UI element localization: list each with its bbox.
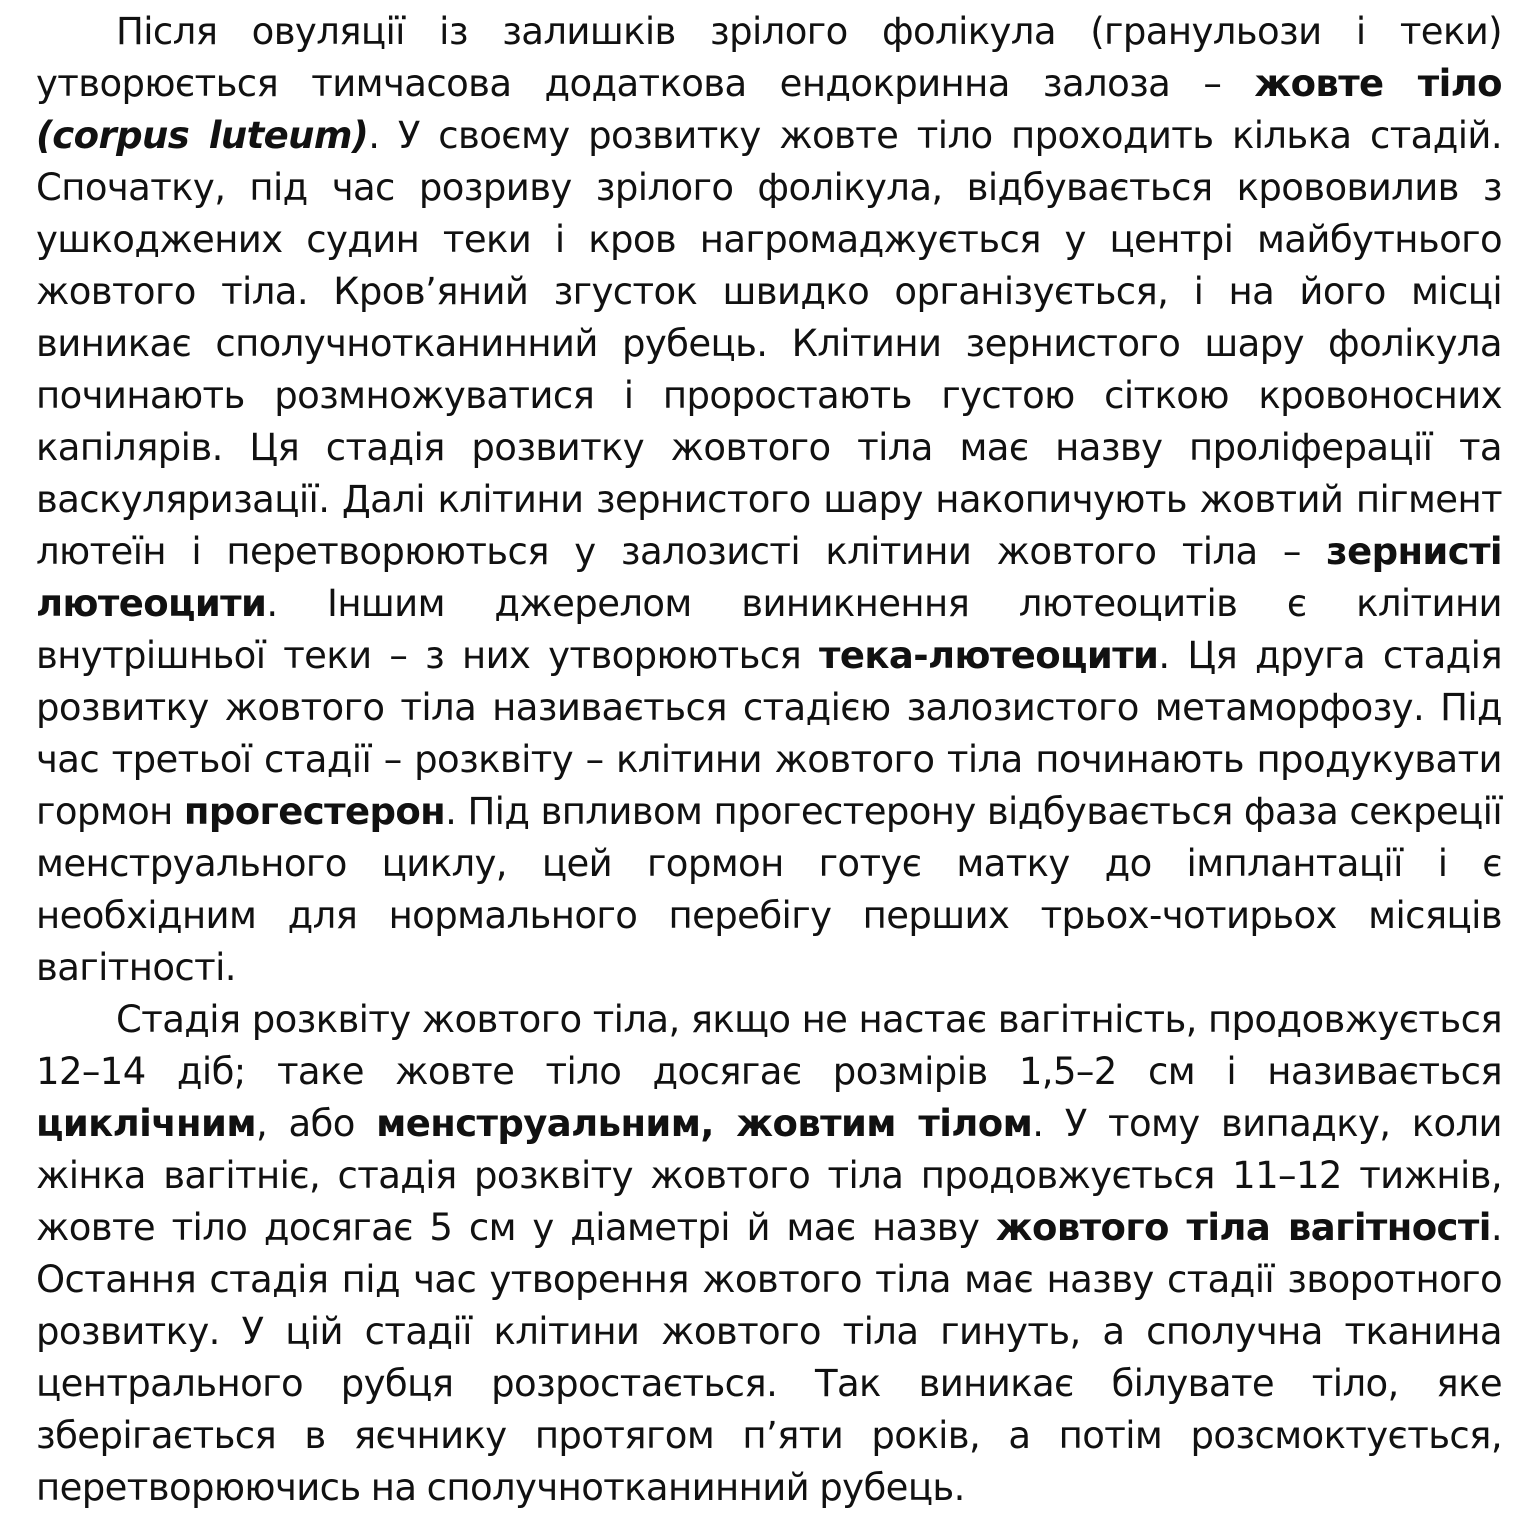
term-theca-luteocytes: тека-лютеоцити [819, 634, 1159, 677]
text-run: . У своєму розвитку жовте тіло проходить кілька стадій. Спочатку, під час розриву зрілого фолікула, відбувається крововилив з ушкоджених судин теки і кров нагромаджується у центрі майбутнього жовтого тіла. Кров’яний згусток швидко організується, і на його місці виникає сполучнотканинний рубець. Клітини зернистого шару фолікула починають розмножуватися і проростають густою сіткою кровоносних капілярів. Ця стадія розвитку жовтого тіла має назву проліферації та васкуляризації. Далі клітини зернистого шару накопичують жовтий пігмент лютеїн і перетворюються у залозисті клітини жовтого тіла – [36, 114, 1502, 573]
paragraph-corpus-luteum-development [36, 6, 1502, 994]
term-progesterone: прогестерон [183, 790, 446, 833]
text-run: . Під впливом прогестерону відбувається фаза секреції менструального циклу, цей гормон готує матку до імплантації і є необхідним для нормального перебігу перших трьох-чотирьох місяців вагітності. [36, 790, 1502, 989]
text-run: . Ця друга стадія розвитку жовтого тіла називається стадією залозистого метаморфозу. Під час третьої стадії – розквіту – клітини жовтого тіла починають продукувати гормон [36, 634, 1502, 833]
term-granulosa-luteocytes: зернисті лютеоцити [36, 530, 1502, 625]
paragraph-corpus-luteum-types [36, 994, 1502, 1514]
text-run: Після овуляції із залишків зрілого фолікула (гранульози і теки) утворюється тимчасова додаткова ендокринна залоза – [36, 10, 1502, 105]
term-corpus-luteum-of-pregnancy: жовтого тіла вагітності [995, 1206, 1491, 1249]
text-page [36, 6, 1502, 1514]
text-run: , або [255, 1102, 377, 1145]
text-run: . Іншим джерелом виникнення лютеоцитів є клітини внутрішньої теки – з них утворюються [36, 582, 1502, 677]
term-corpus-luteum: жовте тіло [1254, 62, 1502, 105]
term-menstrual-corpus-luteum: менструальним, жовтим тілом [376, 1102, 1033, 1145]
text-run: Стадія розквіту жовтого тіла, якщо не настає вагітність, продовжується 12–14 діб; таке жовте тіло досягає розмірів 1,5–2 см і називається [36, 998, 1502, 1093]
term-cyclic: циклічним [36, 1102, 256, 1145]
term-latin-corpus-luteum: (corpus luteum) [36, 114, 369, 157]
text-run: . У тому випадку, коли жінка вагітніє, стадія розквіту жовтого тіла продовжується 11–12 тижнів, жовте тіло досягає 5 см у діаметрі й має назву [36, 1102, 1503, 1249]
text-run: . Остання стадія під час утворення жовтого тіла має назву стадії зворотного розвитку. У цій стадії клітини жовтого тіла гинуть, а сполучна тканина центрального рубця розростається. Так виникає білувате тіло, яке зберігається в яєчнику протягом п’яти років, а потім розсмоктується, перетворюючись на сполучнотканинний рубець. [36, 1206, 1502, 1509]
